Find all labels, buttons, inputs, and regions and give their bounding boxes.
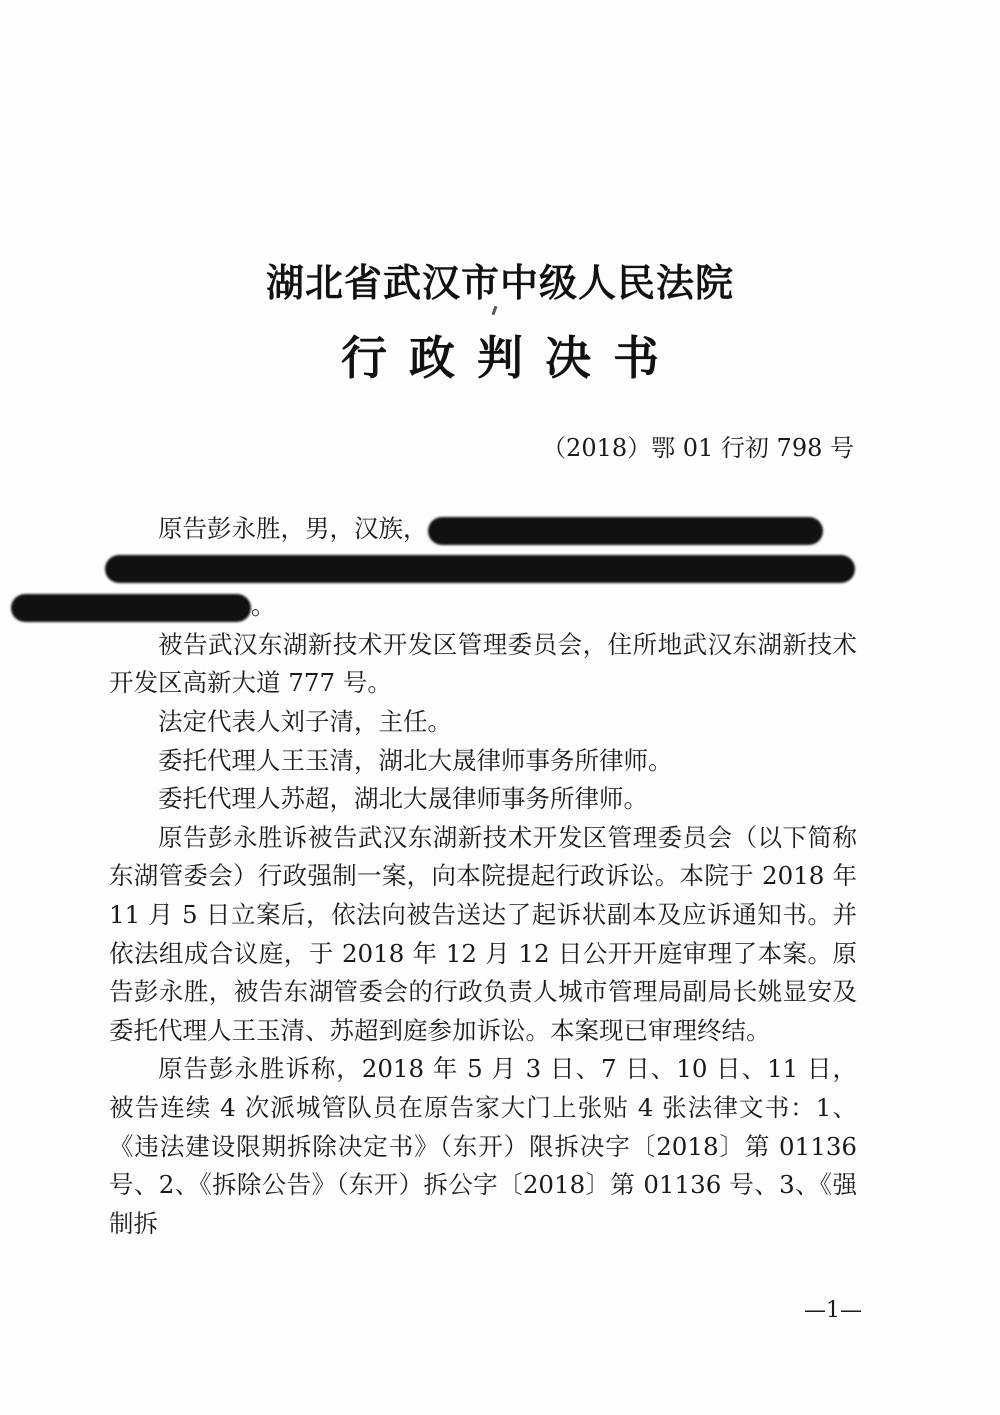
legal-representative: 法定代表人刘子清，主任。	[158, 706, 452, 736]
document-title: 行政判决书	[341, 331, 681, 385]
plaintiff-info: 原告彭永胜，男，汉族，	[158, 514, 428, 543]
plaintiff-paragraph	[109, 510, 857, 626]
case-intro-paragraph: 原告彭永胜诉被告武汉东湖新技术开发区管理委员会（以下简称东湖管委会）行政强制一案，向本院提起行政诉讼。本院于 2018 年 11 月 5 日立案后，依法向被告送达了起诉状副本及应诉通知书。并依法组成合议庭，于 2018 年 12 月 12 日公开开庭审理了本案。原告彭永胜，被告东湖管委会的行政负责人城市管理局副局长姚显安及委托代理人王玉清、苏超到庭参加诉讼。本案现已审理终结。	[109, 822, 857, 1045]
redaction-block	[11, 594, 251, 622]
court-name: 湖北省武汉市中级人民法院	[265, 261, 734, 305]
agent-1: 委托代理人王玉清，湖北大晟律师事务所律师。	[158, 745, 673, 775]
ink-mark	[492, 306, 498, 315]
defendant-paragraph: 被告武汉东湖新技术开发区管理委员会，住所地武汉东湖新技术开发区高新大道 777 号。	[109, 629, 857, 698]
redaction-block	[105, 555, 855, 583]
plaintiff-end: 。	[251, 591, 276, 621]
agent-2: 委托代理人苏超，湖北大晟律师事务所律师。	[158, 784, 648, 814]
claim-paragraph: 原告彭永胜诉称，2018 年 5 月 3 日、7 日、10 日、11 日，被告连续 4 次派城管队员在原告家大门上张贴 4 张法律文书：1、《违法建设限期拆除决定书》（东开）限拆决字〔2018〕第 01136 号、2、《拆除公告》（东开）拆公字〔2018〕第 01136 号、3、《强制拆	[109, 1054, 857, 1238]
judgment-body	[109, 510, 857, 1243]
page-number: —1—	[804, 1298, 862, 1323]
redaction-block	[428, 517, 823, 545]
case-number: （2018）鄂 01 行初 798 号	[542, 434, 854, 462]
